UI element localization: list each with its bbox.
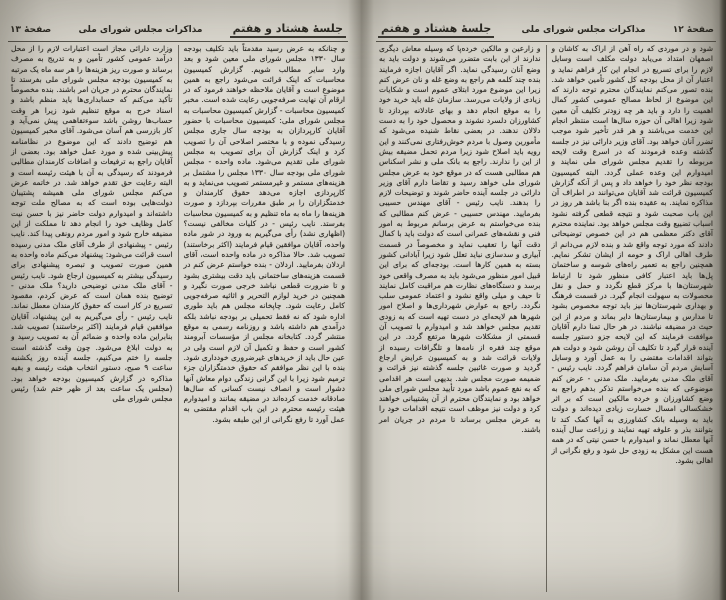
- page-header-left: [8, 22, 348, 42]
- running-title-left: مذاکرات مجلس شورای ملی: [78, 25, 203, 35]
- page-header-right: [376, 22, 716, 42]
- running-title-right: مذاکرات مجلس شورای ملی: [521, 25, 646, 35]
- session-title-right: جلسهٔ هشتاد و هفتم: [378, 22, 494, 38]
- session-title-left: جلسهٔ هشتاد و هفتم: [230, 22, 346, 38]
- text-column: و چنانکه به عرض رسید مقدمتاً باید تکلیف بودجه سال ۱۳۳۰ مجلس شورای ملی معین شود و بعد وارد سایر مطالب شویم. گزارش کمیسیون محاسبات که اینک قرائت می‌شود راجع به همین موضوع است و آقایان ملاحظه خواهند فرمود که در ارقام آن نهایت صرفه‌جویی رعایت شده است. مخبر کمیسیون محاسبات - گزارش کمیسیون محاسبات به مجلس شورای ملی: کمیسیون محاسبات با حضور آقایان کارپردازان به بودجه سال جاری مجلس رسیدگی نموده و با مختصر اصلاحی آن را تصویب کرد و اینک گزارش آن برای تصویب به مجلس شورای ملی تقدیم می‌شود. ماده واحده - مجلس شورای ملی بودجه سال ۱۳۳۰ مجلس را مشتمل بر هزینه‌های مستمر و غیرمستمر تصویب می‌نماید و به کارپردازی اجازه می‌دهد حقوق کارمندان و خدمتگزاران را بر طبق مقررات بپردازد و صورت هزینه‌ها را ماه به ماه تنظیم و به کمیسیون محاسبات بفرستد. نایب رئیس - در کلیات مخالفی نیست؟ (اظهاری نشد) رأی می‌گیریم به ورود در شور ماده واحده، آقایان موافقین قیام فرمایند (اکثر برخاستند) تصویب شد. حالا مذاکره در ماده واحده است، آقای اردلان بفرمایید. اردلان - بنده خواستم عرض کنم در قسمت هزینه‌های ساختمانی باید دقت بیشتری بشود و تا ضرورت قطعی نباشد خرجی صورت نگیرد و همچنین در خرید لوازم التحریر و اثاثیه صرفه‌جویی کامل رعایت شود. چاپخانه مجلس هم باید طوری اداره شود که نه فقط تحمیلی بر بودجه نباشد بلکه درآمدی هم داشته باشد و روزنامه رسمی به موقع منتشر گردد. کتابخانه مجلس از مؤسسات آبرومند کشور است و حفظ و تکمیل آن لازم است ولی در عین حال باید از خریدهای غیرضروری خودداری شود. بنده با این نظر موافقم که حقوق خدمتگزاران جزء ترمیم شود زیرا با این گرانی زندگی دوام معاش آنها دشوار است و انصاف نیست کسانی که سال‌ها صادقانه خدمت کرده‌اند در مضیقه بمانند و امیدوارم هیئت رئیسه محترم در این باب اقدام مقتضی به عمل آورد تا رفع نگرانی از این طبقه بشود.: [183, 44, 346, 424]
- page-number-left: صفحهٔ ۱۳: [10, 25, 52, 35]
- scan-edge-shadow: [719, 0, 726, 600]
- text-column: شود و در موردی که راه آهن از اراک به کاشان و اصفهان امتداد می‌یابد دولت مکلف است وسایل لازم را برای تسریع در انجام این کار فراهم نماید و اعتبار آن از محل بودجه کل کشور تأمین خواهد شد. بنده تصور می‌کنم نمایندگان محترم توجه دارند که این موضوع از لحاظ مصالح عمومی کشور کمال اهمیت را دارد و باید هر چه زودتر تکلیف آن معین شود زیرا اهالی آن حوزه سال‌ها است منتظر انجام این خدمت می‌باشند و هر قدر تأخیر شود موجب تضرر آنان خواهد بود. آقای وزیر دارائی نیز در جلسه گذشته وعده فرمودند که در اسرع وقت لایحه مربوطه را تقدیم مجلس شورای ملی نمایند و امیدوارم این وعده عملی گردد. البته کمیسیون بودجه نظر خود را خواهد داد و پس از آنکه گزارش کمیسیون قرائت شد آقایان می‌توانند در اطراف آن مذاکره نمایند. به عقیده بنده اگر بنا باشد هر روز در این باب صحبت شود و نتیجه قطعی گرفته نشود اسباب تضییع وقت مجلس خواهد بود. نماینده محترم آقای دکتر معظمی هم در این خصوص توضیحاتی دادند که مورد توجه واقع شد و بنده لازم می‌دانم از طرف اهالی اراک و حومه از ایشان تشکر نمایم. همچنین راجع به تعمیر راه‌های شوسه و ساختمان پل‌ها باید اعتبار کافی منظور شود تا ارتباط شهرستان‌ها با مرکز قطع نگردد و حمل و نقل محصولات به سهولت انجام گیرد. در قسمت فرهنگ و بهداری شهرستان‌ها نیز باید توجه مخصوص بشود تا مدارس و بیمارستان‌ها دایر بماند و مردم از این حیث در مضیقه نباشند. در هر حال تمنا دارم آقایان موافقت فرمایند که این لایحه جزو دستور جلسه آینده قرار گیرد تا تکلیف آن روشن شود و دولت هم بتواند اقدامات مقتضی را به عمل آورد و وسایل آسایش مردم آن سامان فراهم گردد. نایب رئیس - آقای ملک مدنی بفرمایید. ملک مدنی - عرض کنم موضوعی که بنده می‌خواستم تذکر بدهم راجع به وضع کشاورزان و خرده مالکین است که بر اثر خشکسالی امسال خسارت زیادی دیده‌اند و دولت باید به وسیله بانک کشاورزی به آنها کمک کند تا بتوانند بذر و علوفه تهیه نمایند و زراعت سال آینده آنها معطل نماند و امیدوارم با حسن نیتی که در همه هست این مشکل به زودی حل شود و رفع نگرانی از اهالی بشود.: [551, 44, 713, 465]
- page-gutter-shadow: [348, 0, 374, 600]
- column-divider: [546, 45, 547, 592]
- text-columns-right: [376, 42, 716, 594]
- page-right: [376, 22, 716, 594]
- text-column: و زارعین و مالکین خرده‌پا که وسیله معاش دیگری ندارند از این بابت متضرر می‌شوند و دولت باید به وضع آنان رسیدگی نماید. اگر آقایان اجازه فرمایند بنده چند کلمه هم راجع به وضع غله و نان عرض کنم زیرا این موضوع مورد ابتلای عموم است و شکایات زیادی از ولایات می‌رسد. سازمان غله باید خرید خود را به موقع انجام دهد و بهای عادلانه بپردازد تا کشاورزان دلسرد نشوند و محصول خود را به دست دلالان ندهند. در بعضی نقاط شنیده می‌شود که مأمورین وصول با مردم خوش‌رفتاری نمی‌کنند و این رویه باید اصلاح شود زیرا مردم تحمل مضیقه بیش از این را ندارند. راجع به بانک ملی و نشر اسکناس هم مطالبی هست که در موقع خود به عرض مجلس شورای ملی خواهد رسید و تقاضا دارم آقای وزیر دارائی در جلسه آینده حاضر شوند و توضیحات لازم را بدهند. نایب رئیس - آقای مهندس حسیبی بفرمایید. مهندس حسیبی - عرض کنم مطالبی که بنده می‌خواستم به عرض برسانم مربوط به امور فنی و نقشه‌های عمرانی است که دولت باید با کمال دقت آنها را تعقیب نماید و مخصوصاً در قسمت آبیاری و سدسازی نباید تعلل شود زیرا آبادانی کشور بسته به همین کارها است. بودجه‌ای که برای این قبیل امور منظور می‌شود باید به مصرف واقعی خود برسد و دستگاه‌های نظارت هم مراقبت کامل نمایند تا حیف و میلی واقع نشود و اعتماد عمومی سلب نگردد. راجع به عوارض شهرداری‌ها و اصلاح امور شهرها هم لایحه‌ای در دست تهیه است که به زودی تقدیم مجلس خواهد شد و امیدوارم با تصویب آن قسمتی از مشکلات شهرها مرتفع گردد. در این موقع چند فقره از نامه‌ها و تلگرافات رسیده از ولایات قرائت شد و به کمیسیون عرایض ارجاع گردید و صورت غائبین جلسه گذشته نیز قرائت و ضمیمه صورت مجلس شد. بدیهی است هر اقدامی که به نفع عموم باشد مورد تأیید مجلس شورای ملی خواهد بود و نمایندگان محترم از آن پشتیبانی خواهند کرد و دولت نیز موظف است نتیجه اقدامات خود را به عرض مجلس برساند تا مردم در جریان امر باشند.: [379, 44, 541, 434]
- page-left: [8, 22, 348, 594]
- page-number-right: صفحهٔ ۱۲: [672, 25, 714, 35]
- text-column: وزارت دارائی مجاز است اعتبارات لازم را از محل درآمد عمومی کشور تأمین و به تدریج به مصرف برساند و صورت ریز هزینه‌ها را هر سه ماه یک مرتبه به کمیسیون بودجه مجلس شورای ملی بفرستد تا نمایندگان محترم در جریان امر باشند. بنده مخصوصاً تأکید می‌کنم که حسابداری‌ها باید منظم باشد و اسناد خرج به موقع تنظیم شود زیرا هر وقت حساب‌ها روشن باشد سوءتفاهمی پیش نمی‌آید و کار بازرسی هم آسان می‌شود. آقای مخبر کمیسیون هم توضیح دادند که این موضوع در نظامنامه پیش‌بینی شده و مورد عمل خواهد بود. بعضی از آقایان راجع به ترفیعات و اضافات کارمندان مطالبی فرمودند که رسیدگی به آن با هیئت رئیسه است و البته رعایت حق تقدم خواهد شد. در خاتمه عرض می‌کنم مجلس شورای ملی همیشه پشتیبان دولت‌هایی بوده است که به مصالح ملت توجه داشته‌اند و امیدوارم دولت حاضر نیز با حسن نیت کامل وظایف خود را انجام دهد تا مملکت از این مضیقه خارج شود و امور مردم رونقی پیدا کند. نایب رئیس - پیشنهادی از طرف آقای ملک مدنی رسیده است قرائت می‌شود: پیشنهاد می‌کنم ماده واحده به همین صورت تصویب و تبصره پیشنهادی برای رسیدگی بیشتر به کمیسیون ارجاع شود. نایب رئیس - آقای ملک مدنی توضیحی دارید؟ ملک مدنی - توضیح بنده همان است که عرض کردم، مقصود تسریع در کار است که حقوق کارمندان معطل نماند. نایب رئیس - رأی می‌گیریم به این پیشنهاد، آقایان موافقین قیام فرمایند (اکثر برخاستند) تصویب شد. بنابراین ماده واحده و ضمائم آن به تصویب رسید و به دولت ابلاغ می‌شود. چون وقت گذشته است جلسه را ختم می‌کنیم، جلسه آینده روز یکشنبه ساعت ۹ صبح، دستور انتخاب هیئت رئیسه و بقیه مذاکره در گزارش کمیسیون بودجه خواهد بود. (مجلس یک ساعت بعد از ظهر ختم شد) رئیس مجلس شورای ملی: [11, 44, 173, 404]
- text-columns-left: [8, 42, 348, 594]
- column-divider: [178, 45, 179, 592]
